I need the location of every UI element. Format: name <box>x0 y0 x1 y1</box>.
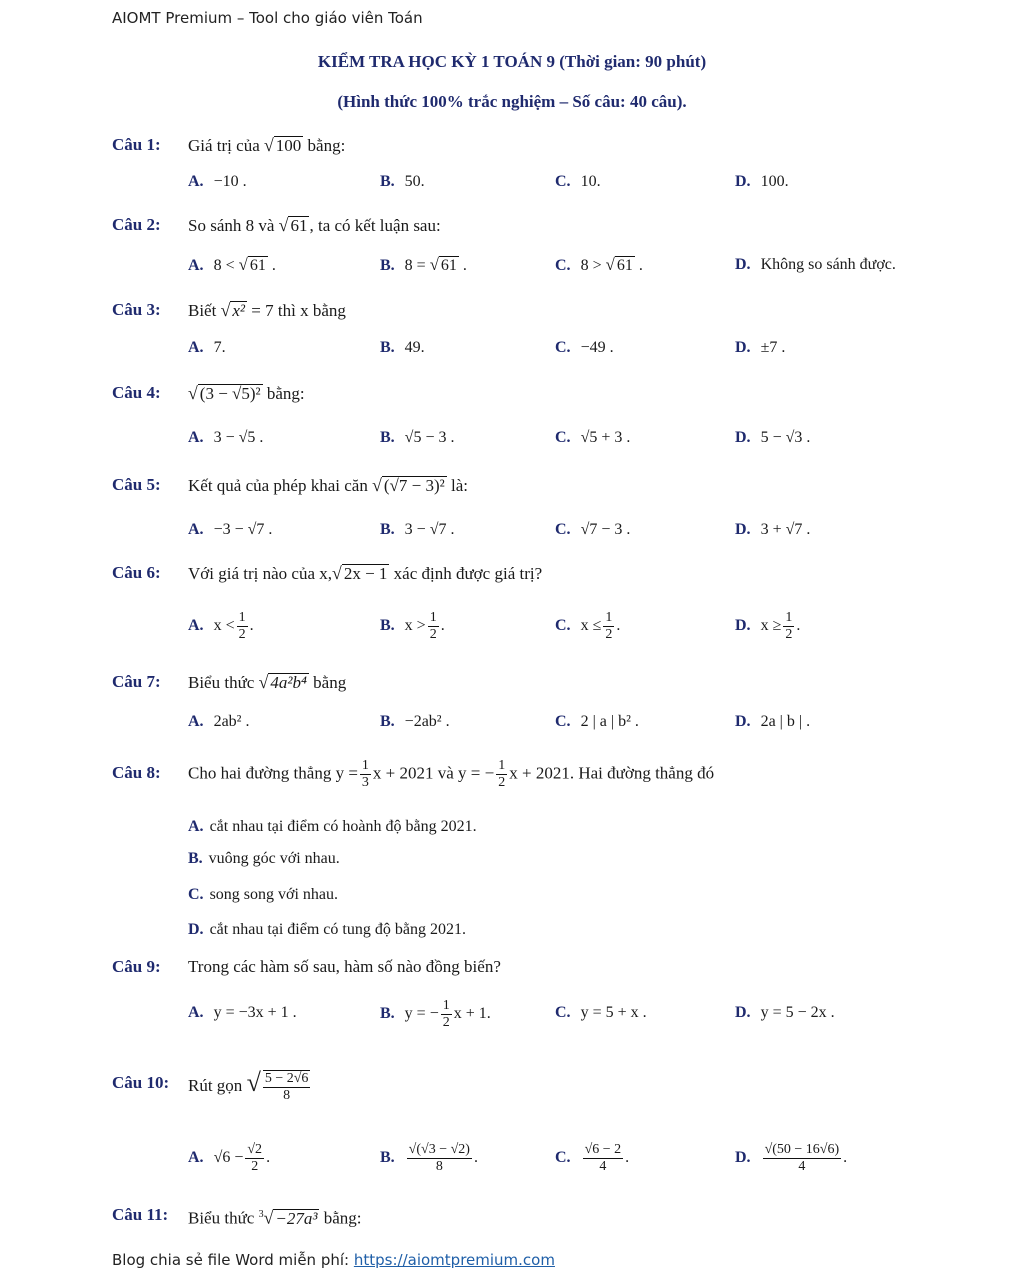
question-text: là: <box>450 476 468 495</box>
question-6: Câu 6: Với giá trị nào của x,√ 2x − 1 xác định được giá trị? <box>112 558 972 588</box>
footer-link[interactable]: https://aiomtpremium.com <box>353 1251 555 1269</box>
option-a[interactable]: A. y = −3x + 1 . <box>188 1004 297 1021</box>
option-d[interactable]: D. ±7 . <box>735 339 786 356</box>
question-10: Câu 10: Rút gọn √ $\frac{5 - 2√6}{8}$ <box>112 1068 309 1104</box>
question-text: bằng: <box>266 384 305 403</box>
question-7: Câu 7: Biểu thức √ 4a²b⁴ bằng <box>112 667 972 697</box>
option-d[interactable]: D. $\frac{√(50 - 16√6)}{4}$ . <box>735 1142 848 1174</box>
question-5: Câu 5: Kết quả của phép khai căn √ (√7 − 3)² là: <box>112 470 972 500</box>
footer <box>112 1251 555 1269</box>
radicand: 61 <box>290 216 308 235</box>
question-text: , ta có kết luận sau: <box>309 216 441 235</box>
option-d[interactable]: D. Không so sánh được. <box>735 256 896 273</box>
question-label: Câu 2: <box>112 215 161 234</box>
question-label: Câu 10: <box>112 1073 170 1092</box>
question-text: bằng: <box>307 136 346 155</box>
radicand: 100 <box>275 136 302 155</box>
question-text: x + 2021 và y = − <box>372 763 495 783</box>
option-c[interactable]: C. $\frac{√6 - 2}{4}$ . <box>555 1142 630 1174</box>
option-a[interactable]: A. √6 − $\frac{√2}{2}$ . <box>188 1142 271 1174</box>
option-d[interactable]: D. y = 5 − 2x . <box>735 1004 835 1021</box>
option-d[interactable]: D. 5 − √3 . <box>735 429 811 446</box>
option-c[interactable]: C. √7 − 3 . <box>555 521 631 538</box>
option-b[interactable]: B. $\frac{√(√3 - √2)}{8}$ . <box>380 1142 478 1174</box>
option-c[interactable]: C. 8 > √ 61 . <box>555 255 643 274</box>
option-d[interactable]: D. cắt nhau tại điểm có tung độ bằng 2021. <box>188 921 466 938</box>
option-b[interactable]: B. y = − $\frac{1}{2}$ x + 1. <box>380 998 491 1030</box>
option-a[interactable]: A. 3 − √5 . <box>188 429 264 446</box>
question-text: x + 2021. Hai đường thẳng đó <box>509 763 715 783</box>
radicand: (3 − √5)² <box>199 384 261 403</box>
question-label: Câu 8: <box>112 763 161 782</box>
footer-text: Blog chia sẻ file Word miễn phí: <box>112 1251 350 1269</box>
question-text: Với giá trị nào của x, <box>188 564 333 583</box>
question-text: = 7 thì x bằng <box>251 301 346 320</box>
option-c[interactable]: C. 10. <box>555 173 601 190</box>
option-d[interactable]: D. 2a | b | . <box>735 713 811 730</box>
option-d[interactable]: D. x ≥ $\frac{1}{2}$ . <box>735 610 801 642</box>
exam-title: KIỂM TRA HỌC KỲ 1 TOÁN 9 (Thời gian: 90 phút) <box>317 52 707 71</box>
question-label: Câu 11: <box>112 1205 169 1224</box>
question-8: Câu 8: Cho hai đường thẳng y = $\frac{1}{3}$ x + 2021 và y = − $\frac{1}{2}$ x + 2021. Hai đường thẳng đó <box>112 758 715 790</box>
question-text: So sánh 8 và <box>188 216 275 235</box>
option-a[interactable]: A. −3 − √7 . <box>188 521 273 538</box>
question-label: Câu 1: <box>112 135 161 154</box>
option-b[interactable]: B. −2ab² . <box>380 713 450 730</box>
question-label: Câu 6: <box>112 563 161 582</box>
radicand: −27a³ <box>275 1208 318 1228</box>
question-label: Câu 9: <box>112 957 161 976</box>
question-3: Câu 3: Biết √ x² = 7 thì x bằng <box>112 295 972 325</box>
question-9 <box>112 952 972 982</box>
root-index: 3 <box>258 1209 264 1220</box>
question-text: xác định được giá trị? <box>393 564 543 583</box>
option-b[interactable]: B. x > $\frac{1}{2}$ . <box>380 610 445 642</box>
question-text: Trong các hàm số sau, hàm số nào đồng biến? <box>188 957 501 976</box>
question-label: Câu 5: <box>112 475 161 494</box>
question-text: bằng <box>313 673 347 692</box>
question-4: Câu 4: √ (3 − √5)² bằng: <box>112 378 972 408</box>
exam-subtitle: (Hình thức 100% trắc nghiệm – Số câu: 40 câu). <box>337 92 687 111</box>
question-text: Cho hai đường thẳng y = <box>188 763 358 783</box>
question-11: Câu 11: Biểu thức $^3$√ −27a³ bằng: <box>112 1200 972 1230</box>
option-a[interactable]: A. 2ab² . <box>188 713 250 730</box>
option-b[interactable]: B. √5 − 3 . <box>380 429 455 446</box>
question-2: Câu 2: So sánh 8 và √ 61 , ta có kết luận sau: <box>112 210 972 240</box>
option-b[interactable]: B. 50. <box>380 173 425 190</box>
option-a[interactable]: A. 7. <box>188 339 226 356</box>
header-brand: AIOMT Premium – Tool cho giáo viên Toán <box>112 9 423 27</box>
option-b[interactable]: B. 3 − √7 . <box>380 521 455 538</box>
option-a[interactable]: A. −10 . <box>188 173 247 190</box>
option-a[interactable]: A. x < $\frac{1}{2}$ . <box>188 610 254 642</box>
option-a[interactable]: A. cắt nhau tại điểm có hoành độ bằng 2021. <box>188 818 477 835</box>
question-label: Câu 3: <box>112 300 161 319</box>
question-text: Rút gọn <box>188 1076 243 1095</box>
question-text: bằng: <box>323 1208 362 1228</box>
option-c[interactable]: C. √5 + 3 . <box>555 429 631 446</box>
option-c[interactable]: C. −49 . <box>555 339 614 356</box>
radicand: (√7 − 3)² <box>383 476 445 495</box>
option-b[interactable]: B. vuông góc với nhau. <box>188 850 340 867</box>
question-text: Biết <box>188 301 217 320</box>
option-b[interactable]: B. 8 = √ 61 . <box>380 255 467 274</box>
question-text: Kết quả của phép khai căn <box>188 476 368 495</box>
question-label: Câu 4: <box>112 383 161 402</box>
option-c[interactable]: C. 2 | a | b² . <box>555 713 639 730</box>
question-text: Giá trị của <box>188 136 260 155</box>
option-b[interactable]: B. 49. <box>380 339 425 356</box>
question-text: Biểu thức <box>188 673 255 692</box>
option-d[interactable]: D. 100. <box>735 173 789 190</box>
option-c[interactable]: C. song song với nhau. <box>188 886 339 903</box>
question-label: Câu 7: <box>112 672 161 691</box>
option-c[interactable]: C. x ≤ $\frac{1}{2}$ . <box>555 610 621 642</box>
radicand: 4a²b⁴ <box>270 673 307 692</box>
radicand: x² <box>232 301 246 320</box>
question-text: Biểu thức <box>188 1208 255 1228</box>
question-1: Câu 1: Giá trị của √ 100 bằng: <box>112 130 972 160</box>
option-c[interactable]: C. y = 5 + x . <box>555 1004 647 1021</box>
option-a[interactable]: A. 8 < √ 61 . <box>188 255 276 274</box>
radicand: 2x − 1 <box>343 564 388 583</box>
option-d[interactable]: D. 3 + √7 . <box>735 521 811 538</box>
